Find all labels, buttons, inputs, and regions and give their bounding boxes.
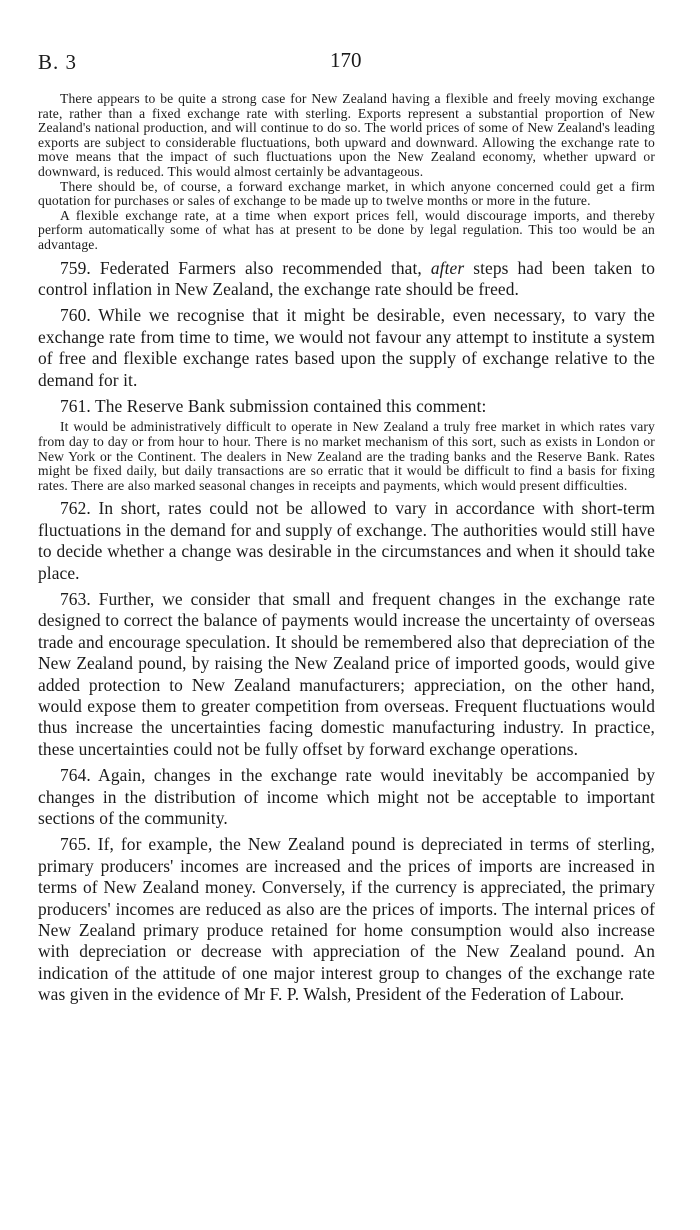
quoted-paragraph: It would be administratively difficult to operate in New Zealand a truly free market in which rates vary from day to day or from hour to hour. There is no market mechanism of this sort, such as exists in London or New York or the Continent. The dealers in New Zealand are the trading banks and the Reserve Bank. Rates might be fixed daily, but daily transactions are so erratic that it would be difficult to find a basis for fixing rates. There are also marked seasonal changes in receipts and payments, which would present difficulties. (38, 419, 655, 493)
page-header (38, 50, 655, 80)
paragraph-764: 764. Again, changes in the exchange rate would inevitably be accompanied by changes in the distribution of income which might not be acceptable to important sections of the community. (38, 765, 655, 829)
quoted-paragraph: There appears to be quite a strong case for New Zealand having a flexible and freely moving exchange rate, rather than a fixed exchange rate with sterling. Exports represent a substantial proportion of New Zealand's national production, and will continue to do so. The world prices of some of New Zealand's leading exports are subject to considerable fluctuations, both upward and downward. Allowing the exchange rate to move means that the impact of such fluctuations upon the New Zealand economy, whether upward or downward, is reduced. This would almost certainly be advantageous. (38, 91, 655, 179)
paragraph-759-end: steps had been taken to control inflation in New Zealand, the exchange rate should be freed. (38, 257, 655, 299)
paragraph-760: 760. While we recognise that it might be desirable, even necessary, to vary the exchange rate from time to time, we would not favour any attempt to institute a system of free and flexible exchange rates based upon the supply of exchange relative to the demand for it. (38, 305, 655, 390)
paragraph-763: 763. Further, we consider that small and frequent changes in the exchange rate designed to correct the balance of payments would increase the uncertainty of overseas trade and encourage speculation. It should be remembered also that depreciation of the New Zealand pound, by raising the New Zealand price of imported goods, would give added protection to New Zealand manufacturers; appreciation, on the other hand, would expose them to greater competition from overseas. Frequent fluctuations would thus increase the uncertainties facing domestic manufacturing industry. In practice, these uncertainties could not be fully offset by forward exchange operations. (38, 588, 655, 759)
paragraph-765: 765. If, for example, the New Zealand pound is depreciated in terms of sterling, primary producers' incomes are increased and the prices of imports are increased in terms of New Zealand money. Conversely, if the currency is appreciated, the primary producers' incomes are reduced as also are the prices of imports. The internal prices of New Zealand primary produce retained for home consumption would also increase with depreciation or decrease with appreciation of the New Zealand pound. An indication of the attitude of one major interest group to changes of the exchange rate was given in the evidence of Mr F. P. Walsh, President of the Federation of Labour. (38, 834, 655, 1005)
paragraph-762: 762. In short, rates could not be allowed to vary in accordance with short-term fluctuations in the demand for and supply of exchange. The authorities would still have to decide whether a change was desirable in the circumstances and when it should take place. (38, 498, 655, 583)
paragraph-759 (38, 258, 655, 301)
paragraph-759-start: 759. Federated Farmers also recommended that, (60, 257, 422, 278)
paragraph-759-italic: after (430, 257, 465, 278)
quoted-paragraph: There should be, of course, a forward exchange market, in which anyone concerned could get a firm quotation for purchases or sales of exchange to be made up to twelve months or more in the future. (38, 178, 655, 209)
quoted-paragraph: A flexible exchange rate, at a time when export prices fell, would discourage imports, and thereby perform automatically some of what has at present to be done by legal regulation. This too would be an advantage. (38, 207, 655, 252)
page-number: 170 (330, 48, 362, 72)
document-reference: B. 3 (38, 50, 78, 74)
paragraph-761: 761. The Reserve Bank submission contained this comment: (60, 395, 487, 416)
page-body (38, 92, 655, 1006)
